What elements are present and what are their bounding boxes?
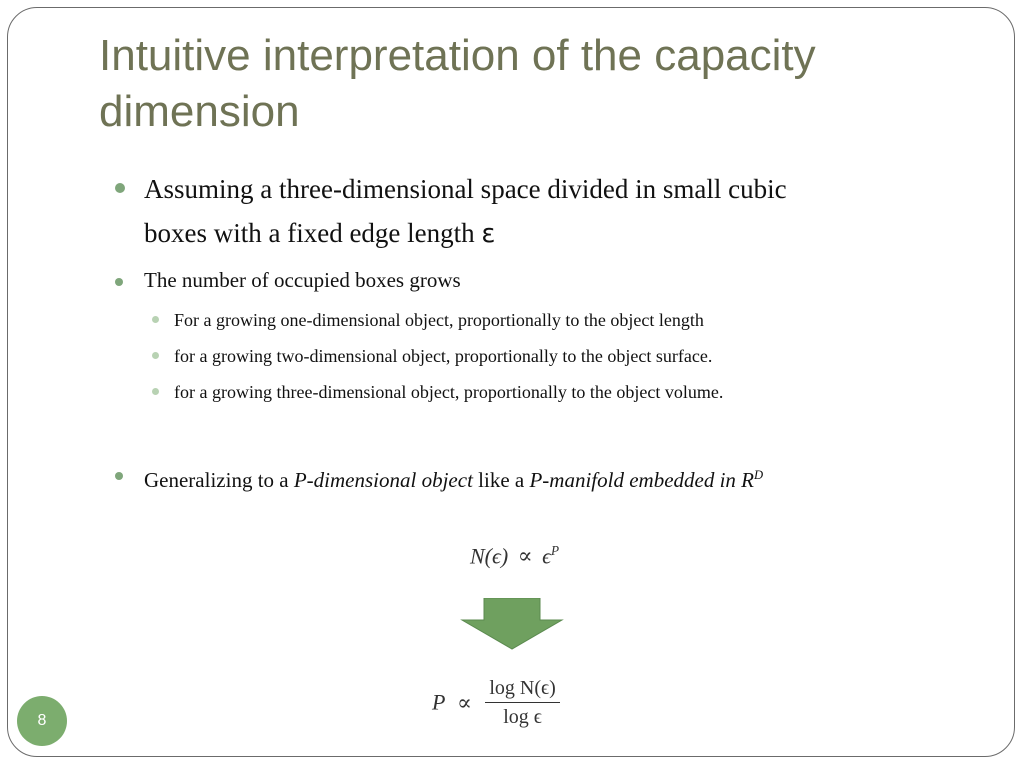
proportional-symbol: ∝ bbox=[517, 543, 533, 569]
down-arrow-icon bbox=[460, 598, 564, 650]
superscript: D bbox=[754, 468, 764, 482]
equation-dimension bbox=[432, 676, 560, 729]
fraction-numerator: log N(ϵ) bbox=[485, 676, 559, 703]
sub-bullet-text: For a growing one-dimensional object, proportionally to the object length bbox=[174, 310, 704, 330]
sub-bullet-marker bbox=[152, 352, 159, 359]
bullet-text: like a bbox=[472, 468, 530, 492]
bullet-marker bbox=[115, 278, 123, 286]
bullet-text: Generalizing to a bbox=[144, 468, 294, 492]
sub-bullet-marker bbox=[152, 388, 159, 395]
bullet-text-italic: P-manifold embedded in R bbox=[529, 468, 754, 492]
bullet-item bbox=[144, 461, 1004, 494]
equation-lhs: P bbox=[432, 689, 446, 715]
sub-bullet-text: for a growing two-dimensional object, proportionally to the object surface. bbox=[174, 346, 713, 366]
bullet-text: Assuming a three-dimensional space divided in small cubic bbox=[144, 174, 787, 204]
slide-title: Intuitive interpretation of the capacity dimension bbox=[99, 31, 816, 136]
sub-bullet-marker bbox=[152, 316, 159, 323]
proportional-symbol: ∝ bbox=[456, 689, 472, 715]
bullet-marker bbox=[115, 472, 123, 480]
equation-lhs: N(ϵ) bbox=[470, 543, 509, 569]
bullet-item bbox=[144, 167, 1004, 256]
bullet-item bbox=[144, 266, 1004, 294]
bullet-marker bbox=[115, 183, 125, 193]
bullet-text: The number of occupied boxes grows bbox=[144, 268, 461, 292]
equation-base: ϵ bbox=[542, 543, 551, 569]
fraction-denominator: log ϵ bbox=[503, 706, 542, 728]
page-number-badge: 8 bbox=[17, 696, 67, 746]
sub-bullet-text: for a growing three-dimensional object, proportionally to the object volume. bbox=[174, 382, 724, 402]
sub-bullet-item bbox=[174, 344, 994, 368]
sub-bullet-item bbox=[174, 380, 994, 404]
bullet-text: boxes with a fixed edge length bbox=[144, 218, 475, 248]
sub-bullet-item bbox=[174, 308, 994, 332]
fraction bbox=[485, 676, 559, 729]
bullet-text-italic: P-dimensional object bbox=[293, 468, 473, 492]
equation-scaling bbox=[470, 536, 559, 571]
epsilon-symbol: ε bbox=[481, 219, 496, 249]
equation-exponent: P bbox=[550, 543, 560, 558]
